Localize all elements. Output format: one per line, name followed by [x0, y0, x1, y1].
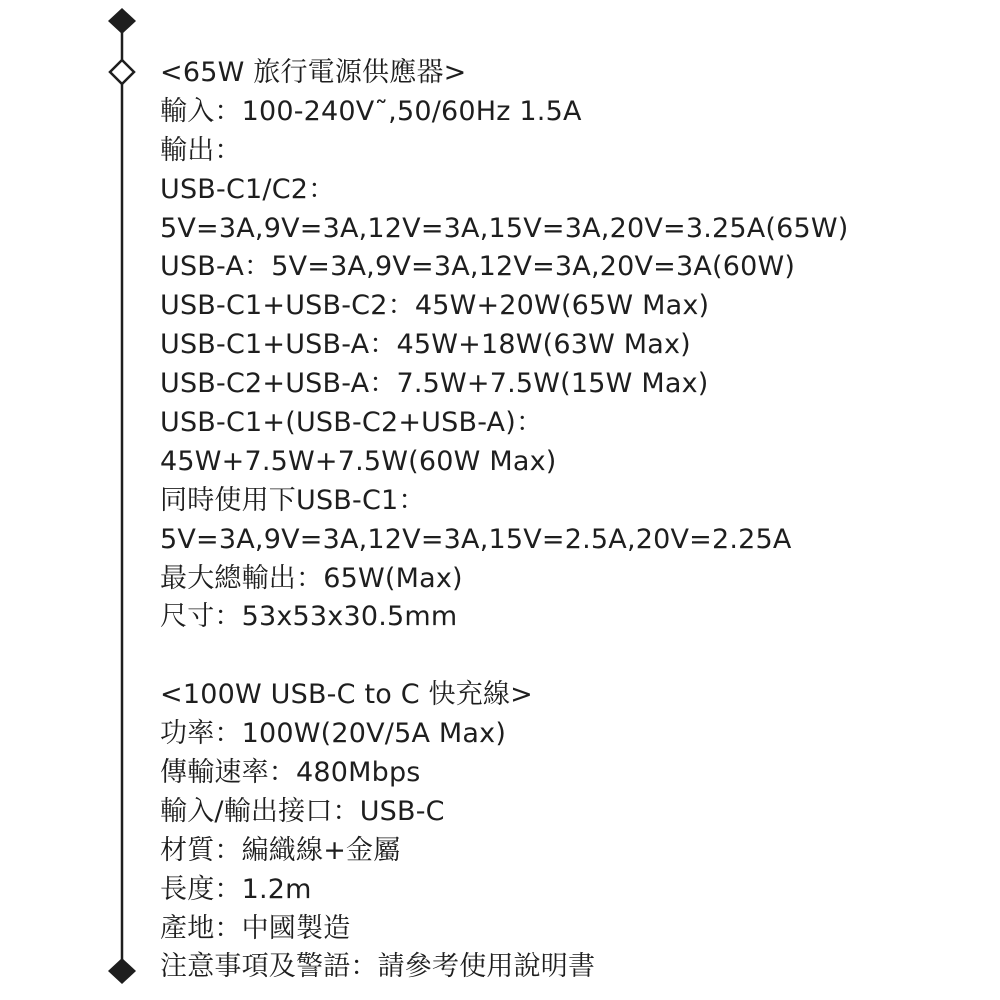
top-filled-diamond-icon: [108, 8, 136, 34]
charger-max-output: 最大總輸出：65W(Max): [160, 562, 463, 594]
bottom-filled-diamond-icon: [108, 958, 136, 984]
charger-usb-c1-c2-heading: USB-C1/C2：: [160, 173, 336, 205]
charger-section-title: <65W 旅行電源供應器>: [160, 57, 467, 88]
charger-c1-c2-combo: USB-C1+USB-C2：45W+20W(65W Max): [160, 290, 710, 322]
cable-length: 長度：1.2m: [160, 873, 312, 905]
cable-transfer-rate: 傳輸速率：480Mbps: [160, 757, 421, 789]
charger-dimensions: 尺寸：53x53x30.5mm: [160, 601, 458, 633]
charger-simultaneous-c1-heading: 同時使用下USB-C1：: [160, 484, 426, 516]
cable-warnings: 注意事項及警語：請參考使用說明書: [160, 951, 596, 983]
charger-c2-a-combo: USB-C2+USB-A：7.5W+7.5W(15W Max): [160, 368, 709, 400]
section-hollow-diamond-icon: [110, 60, 134, 84]
spec-block: [160, 54, 980, 987]
charger-triple-combo-heading: USB-C1+(USB-C2+USB-A)：: [160, 407, 544, 439]
section-spacer: [160, 637, 980, 676]
charger-output-heading: 輸出：: [160, 134, 242, 166]
cable-material: 材質：編織線+金屬: [160, 834, 401, 866]
charger-input-spec: 輸入：100-240V˜,50/60Hz 1.5A: [160, 95, 582, 127]
cable-origin: 產地：中國製造: [160, 912, 351, 944]
cable-connector: 輸入/輸出接口：USB-C: [160, 795, 445, 827]
charger-triple-combo-values: 45W+7.5W+7.5W(60W Max): [160, 445, 557, 477]
cable-power: 功率：100W(20V/5A Max): [160, 718, 507, 750]
charger-c1-a-combo: USB-C1+USB-A：45W+18W(63W Max): [160, 329, 691, 361]
charger-simultaneous-c1-values: 5V=3A,9V=3A,12V=3A,15V=2.5A,20V=2.25A: [160, 523, 792, 555]
charger-usb-a-spec: USB-A：5V=3A,9V=3A,12V=3A,20V=3A(60W): [160, 251, 796, 283]
cable-section-title: <100W USB-C to C 快充線>: [160, 679, 533, 711]
charger-usb-c1-c2-values: 5V=3A,9V=3A,12V=3A,15V=3A,20V=3.25A(65W): [160, 212, 849, 244]
